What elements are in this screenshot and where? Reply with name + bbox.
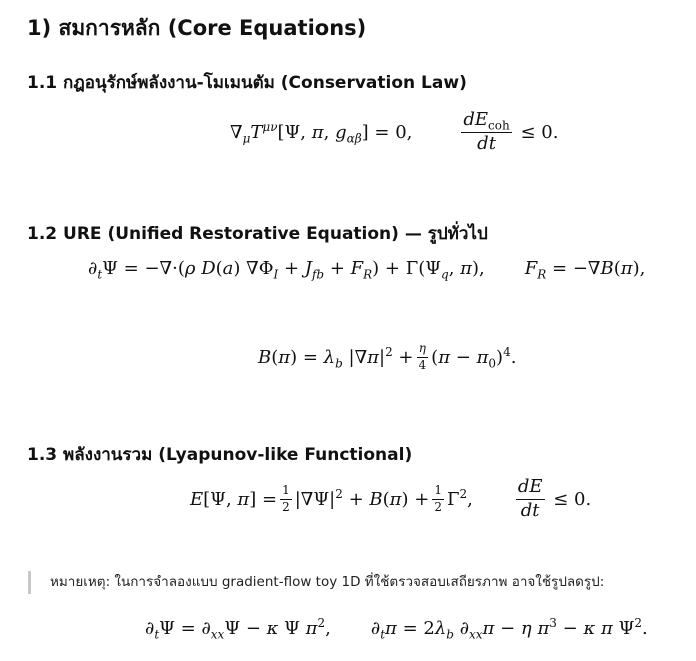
note-blockquote bbox=[28, 571, 690, 594]
equation-lyapunov: E[Ψ, π] = $\frac{1}{2}$ $|\nabla\Psi|^2 + B(\pi)$ + $\frac{1}{2}$ $\Gamma^2$, $\frac{dE}{dt}$ ≤ 0. bbox=[190, 476, 592, 521]
equation-toy-model: $\partial_t\Psi = \partial_{xx}\Psi - \kappa$ Ψ $\pi^2$, $\partial_t\pi = 2\lambda_b$ $\partial_{xx}\pi - \eta$ $\pi^3 - \kappa$ π $\Psi^2$. bbox=[145, 616, 648, 642]
note-text: หมายเหตุ: ในการจำลองแบบ gradient-flow toy 1D ที่ใช้ตรวจสอบเสถียรภาพ อาจใช้รูปลดรูป: bbox=[50, 574, 605, 590]
equation-ure: $\partial_t\Psi = -\nabla\cdot(\rho$ D(a) $\nabla\Phi_I + J_{fb} + F_R) + \Gamma(\Psi_q$, π), $F_R = -\nabla B(\pi)$, bbox=[88, 258, 646, 282]
section-title-conservation: 1.1 กฎอนุรักษ์พลังงาน-โมเมนตัม (Conservation Law) bbox=[27, 73, 467, 93]
section-title-lyapunov: 1.3 พลังงานรวม (Lyapunov-like Functional) bbox=[27, 445, 413, 465]
equation-barrier: $B(\pi) = \lambda_b$ $|\nabla\pi|^2$ + $\frac{\eta}{4}$ $(\pi - \pi_0)^4$. bbox=[258, 341, 517, 372]
equation-conservation-law: $\nabla_\mu T^{\mu\nu}[\Psi$, π, $g_{\alpha\beta}] = 0$, $\frac{dE_{coh}}{dt}$ ≤ 0. bbox=[230, 109, 559, 154]
section-title-ure: 1.2 URE (Unified Restorative Equation) — รูปทั่วไป bbox=[27, 224, 488, 244]
page-title: 1) สมการหลัก (Core Equations) bbox=[27, 16, 367, 40]
